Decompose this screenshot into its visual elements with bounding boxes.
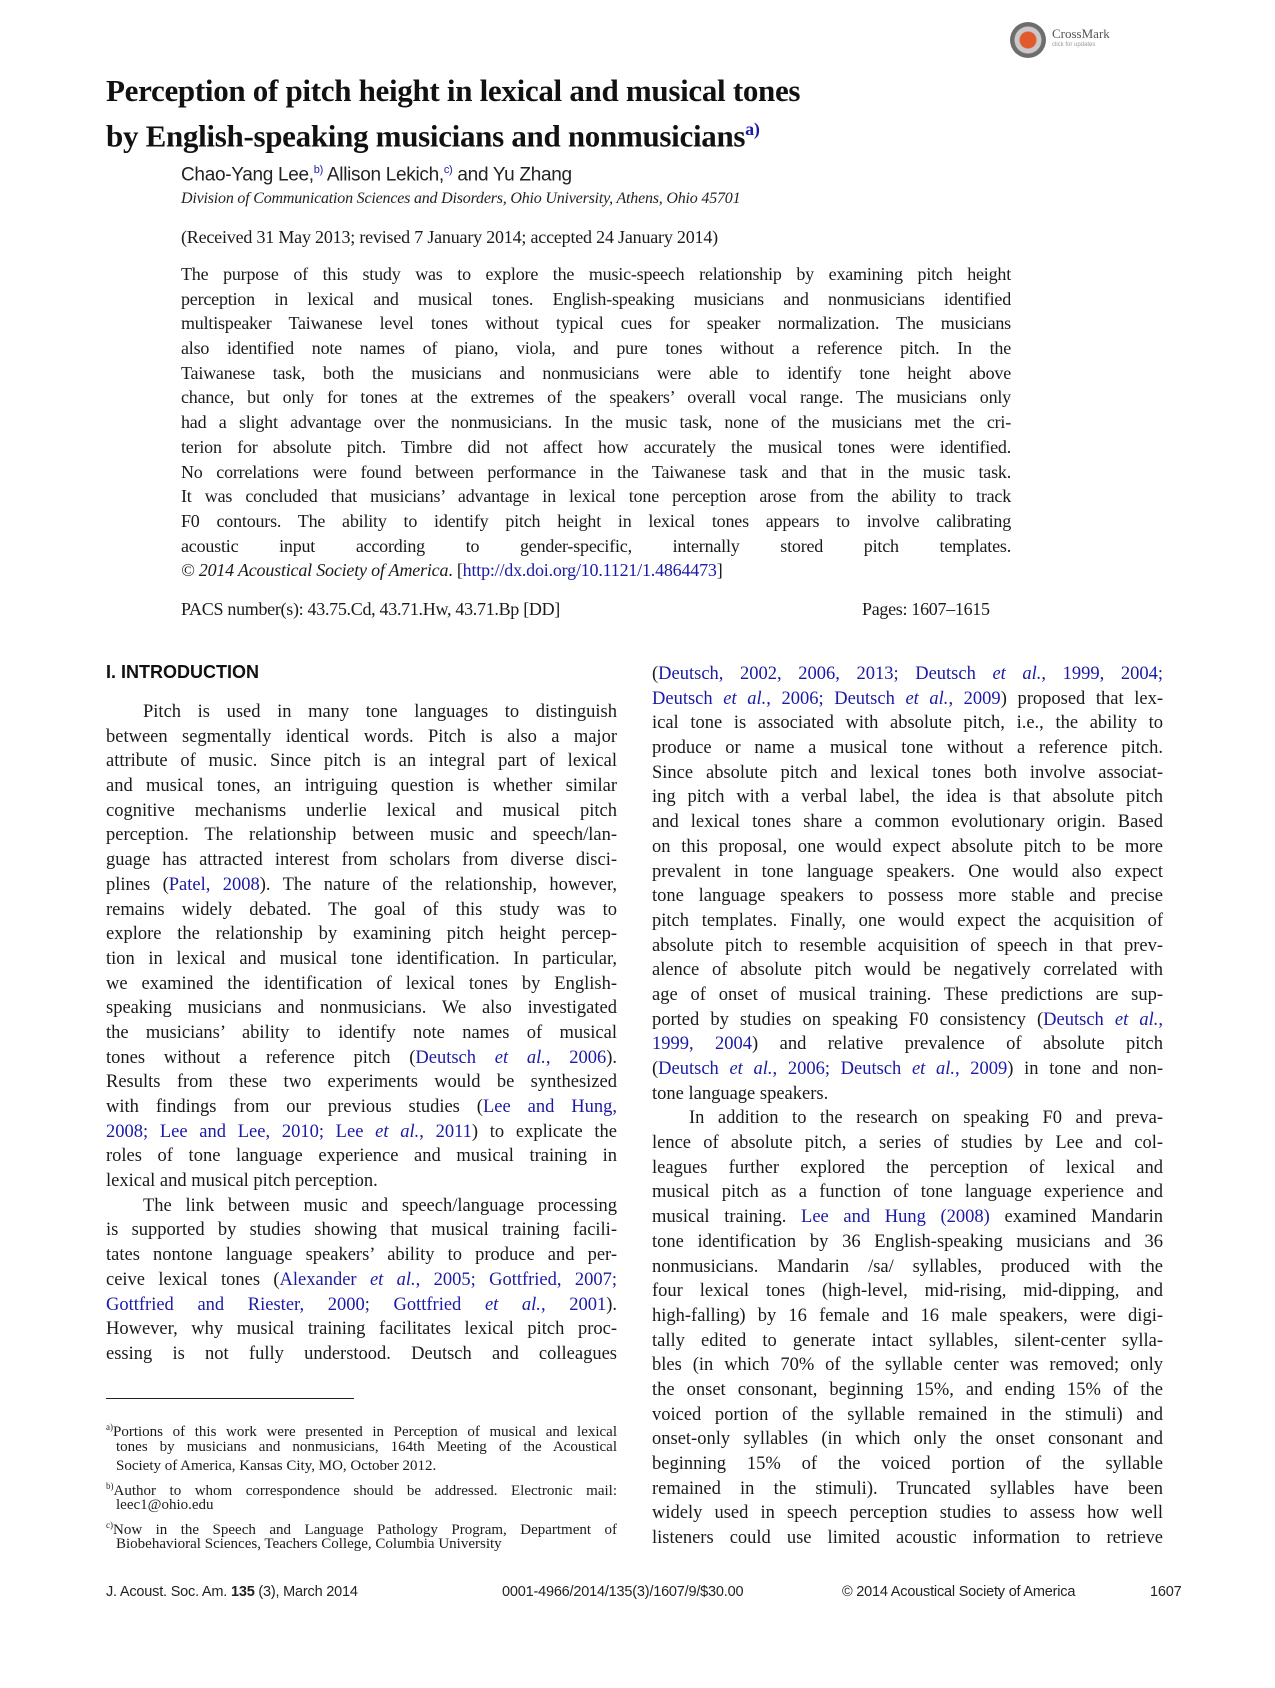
footnote-text: Portions of this work were presented in Perception of musical and lexical [113,1424,617,1440]
crossmark-badge[interactable] [1010,22,1120,60]
abstract-line: perception in lexical and musical tones. English-speaking musicians and nonmusicians identified [181,288,1011,309]
text-span: leagues further explored the perception of lexical and [652,1157,1163,1178]
text-span: pitch templates. Finally, one would expect the acquisition of [652,910,1163,931]
footer-page-number: 1607 [1150,1584,1182,1600]
text-line [652,1205,1163,1230]
text-line [652,1477,1163,1502]
citation-link[interactable]: Deutsch et al., 2006; Deutsch et al., 2009 [658,1059,1008,1079]
citation-link[interactable]: Deutsch et al., [1043,1009,1163,1030]
footnote-line [106,1438,617,1458]
crossmark-icon [1010,22,1046,58]
text-span: remained in the stimuli). Truncated syllables have been [652,1478,1163,1499]
text-line [106,1317,617,1342]
text-line [652,860,1163,885]
text-span: In addition to the research on speaking F0 and preva- [689,1108,1163,1129]
footer-journal: J. Acoust. Soc. Am. 135 (3), March 2014 [106,1584,358,1600]
text-span: widely used in speech perception studies to assess how well [652,1503,1163,1524]
text-span: plines ( [106,874,169,895]
text-line [652,810,1163,835]
text-line [652,1501,1163,1526]
crossmark-label: CrossMark [1052,26,1110,41]
text-line [652,1156,1163,1181]
text-line [106,1268,617,1293]
text-span: tone language speakers to possess more stable and precise [652,886,1163,907]
text-line [106,922,617,947]
crossmark-sublabel: click for updates [1052,42,1096,48]
text-line [106,823,617,848]
text-line [652,1304,1163,1329]
text-span: beginning 15% of the voiced portion of the syllable [652,1454,1163,1474]
text-span: on this proposal, one would expect absolute pitch to be more [652,836,1163,857]
text-span: and lexical tones share a common evolutionary origin. Based [652,812,1163,833]
text-line [652,1032,1163,1057]
text-line [652,1378,1163,1403]
text-span: tates nontone language speakers’ ability to produce and per- [106,1245,617,1266]
text-span: remains widely debated. The goal of this study was to [106,899,617,920]
author-list [181,164,572,186]
text-span: Since absolute pitch and lexical tones both involve associat- [652,762,1163,783]
text-line [652,1180,1163,1205]
text-line [652,687,1163,712]
text-span: The link between music and speech/language processing [143,1195,617,1216]
text-span: produce or name a musical tone without a reference pitch. [652,738,1163,759]
footnote-text: Author to whom correspondence should be addressed. Electronic mail: [113,1482,617,1499]
footnote-text: leec1@ohio.edu [116,1497,214,1513]
abstract-line: also identified note names of piano, viola, and pure tones without a reference pitch. In the [181,338,1011,359]
text-span: alence of absolute pitch would be negatively correlated with [652,960,1163,981]
author-2-footnote-link[interactable]: c) [443,164,453,176]
page-range: Pages: 1607–1615 [862,599,990,619]
text-line [106,725,617,750]
text-span: essing is not fully understood. Deutsch and colleagues [106,1343,617,1364]
text-line [652,934,1163,959]
text-line [106,873,617,898]
citation-link[interactable]: Gottfried and Riester, 2000; Gottfried et al., 2001 [106,1294,607,1315]
footnote-mark: a) [106,1422,113,1432]
text-span: guage has attracted interest from scholars from diverse disci- [106,850,617,871]
text-span: ing pitch with a verbal label, the idea is that absolute pitch [652,787,1163,808]
text-line [106,848,617,873]
author-2: Allison Lekich, [322,164,444,186]
text-span: prevalent in tone language speakers. One would also expect [652,861,1163,882]
text-line [106,749,617,774]
text-span: ). [606,1047,618,1068]
text-span: ceive lexical tones ( [106,1269,280,1290]
text-span: bles (in which 70% of the syllable center was removed; only [652,1355,1163,1376]
text-line [652,1329,1163,1354]
text-line [652,835,1163,860]
text-line [652,736,1163,761]
doi-link[interactable]: http://dx.doi.org/10.1121/1.4864473 [462,560,717,581]
text-line [652,711,1163,736]
text-span: lence of absolute pitch, a series of studies by Lee and col- [652,1133,1163,1154]
text-span: absolute pitch to resemble acquisition of speech in that prev- [652,935,1163,956]
citation-link[interactable]: Alexander et al., 2005; Gottfried, 2007; [279,1269,617,1290]
text-span: tone language speakers. [652,1083,829,1104]
text-line [106,1243,617,1268]
text-span: speaking musicians and nonmusicians. We also investigated [106,998,617,1019]
text-span: ical tone is associated with absolute pitch, i.e., the ability to [652,713,1163,734]
text-span: Results from these two experiments would be synthesized [106,1072,617,1093]
text-line [106,996,617,1021]
text-line [652,884,1163,909]
text-line [106,1095,617,1120]
text-line [652,1008,1163,1033]
text-line [652,1427,1163,1452]
copyright-text: © 2014 Acoustical Society of America [181,560,449,581]
abstract-line: acoustic input according to gender-specific, internally stored pitch templates. [181,535,1011,556]
text-span: cognitive mechanisms underlie lexical and musical pitch [106,800,617,821]
author-1: Chao-Yang Lee, [181,164,314,186]
footnote-mark: b) [106,1480,114,1491]
abstract [181,262,1011,583]
citation-link[interactable]: Lee and Hung, [482,1097,617,1117]
text-line [652,662,1163,687]
text-span: onset-only syllables (in which only the onset consonant and [652,1429,1163,1450]
text-span: nonmusicians. Mandarin /sa/ syllables, produced with the [652,1256,1163,1277]
citation-link[interactable]: Deutsch et al., 2006; Deutsch et al., 2009 [652,688,1001,709]
text-span: ( [652,1059,659,1079]
section-heading-introduction: I. INTRODUCTION [106,662,259,682]
text-span: ). The nature of the relationship, however, [259,874,617,895]
citation-link[interactable]: 2008; Lee and Lee, 2010; Lee et al., 2011 [106,1121,472,1142]
abstract-line: The purpose of this study was to explore the music-speech relationship by examining pitch height [181,264,1011,284]
text-span: voiced portion of the syllable remained in the stimuli) and [652,1404,1163,1425]
text-line [106,799,617,824]
text-span: between segmentally identical words. Pitch is also a major [106,726,617,747]
copyright-line: © 2014 Acoustical Society of America. [http://dx.doi.org/10.1121/1.4864473] [181,560,723,581]
citation-link[interactable]: Deutsch, 2002, 2006, 2013; Deutsch et al., 1999, 2004; [658,664,1163,684]
footnote-line [106,1457,617,1477]
text-line [652,761,1163,786]
text-span: tones without a reference pitch ( [106,1047,416,1068]
text-span: age of onset of musical training. These predictions are sup- [652,984,1163,1005]
text-line [106,1194,617,1219]
text-line [652,983,1163,1008]
abstract-line: F0 contours. The ability to identify pitch height in lexical tones appears to involve calibrating [181,510,1011,531]
text-span: listeners could use limited acoustic information to retrieve [652,1528,1163,1549]
text-span: ) in tone and non- [1007,1059,1164,1079]
citation-link[interactable]: Deutsch et al., 2006 [415,1047,607,1068]
received-dates: (Received 31 May 2013; revised 7 January 2014; accepted 24 January 2014) [181,227,718,247]
citation-link[interactable]: 1999, 2004 [652,1034,753,1055]
abstract-line: It was concluded that musicians’ advantage in lexical tone perception arose from the ability to track [181,486,1011,507]
footnote-text: Now in the Speech and Language Pathology Program, Department of [113,1521,617,1538]
text-span: tally edited to generate intact syllables, silent-center sylla- [652,1330,1163,1351]
footnote-mark: c) [106,1519,113,1530]
text-line [652,1279,1163,1304]
footnote-text: Biobehavioral Sciences, Teachers College, Columbia University [116,1536,502,1552]
text-line [652,785,1163,810]
footer-code: 0001-4966/2014/135(3)/1607/9/$30.00 [502,1584,744,1600]
footnote-text: tones by musicians and nonmusicians, 164th Meeting of the Acoustical [116,1438,617,1455]
citation-link[interactable]: Patel, 2008 [168,874,260,895]
text-span: However, why musical training facilitates lexical pitch proc- [106,1319,617,1340]
text-line [652,1082,1163,1107]
footnote-line [106,1418,617,1438]
pacs-numbers: PACS number(s): 43.75.Cd, 43.71.Hw, 43.71.Bp [DD] [181,599,560,619]
citation-link[interactable]: Lee and Hung (2008) [801,1207,990,1228]
author-1-footnote-link[interactable]: b) [313,164,323,176]
footnote-line [106,1516,617,1536]
text-span: high-falling) by 16 female and 16 male speakers, were digi- [652,1305,1163,1326]
text-span: Pitch is used in many tone languages to distinguish [143,702,617,722]
text-line [106,1342,617,1367]
text-span: musical training. [652,1207,802,1228]
text-line [106,1021,617,1046]
text-line [652,1526,1163,1551]
text-span: tion in lexical and musical tone identification. In particular, [106,948,617,969]
text-line [652,1452,1163,1477]
text-span: tone identification by 36 English-speaking musicians and 36 [652,1231,1163,1252]
title-line-1: Perception of pitch height in lexical and musical tones [106,73,801,108]
text-line [106,972,617,997]
paper-title [106,72,1066,155]
footnote-text: Society of America, Kansas City, MO, October 2012. [116,1458,437,1474]
footnote-line [106,1477,617,1497]
text-line [652,909,1163,934]
text-span: lexical and musical pitch perception. [106,1171,378,1192]
abstract-line: multispeaker Taiwanese level tones without typical cues for speaker normalization. The musicians [181,313,1011,334]
text-line [652,1106,1163,1131]
left-column [106,700,617,1367]
text-span: and musical tones, an intriguing question is whether similar [106,776,617,797]
abstract-line: Taiwanese task, both the musicians and nonmusicians were able to identify tone height above [181,362,1011,383]
text-line [652,1131,1163,1156]
text-line [106,1120,617,1145]
text-line [652,958,1163,983]
text-line [652,1353,1163,1378]
text-span: four lexical tones (high-level, mid-rising, mid-dipping, and [652,1281,1163,1302]
text-line [106,1169,617,1194]
text-span: ) and relative prevalence of absolute pitch [752,1034,1164,1055]
text-line [106,898,617,923]
text-line [652,1057,1163,1082]
text-line [106,774,617,799]
footer-volume: 135 [230,1584,255,1600]
text-line [652,1403,1163,1428]
right-column [652,662,1163,1551]
text-span: musical pitch as a function of tone language experience and [652,1182,1163,1203]
abstract-line: had a slight advantage over the nonmusicians. In the music task, none of the musicians met the cri- [181,412,1011,433]
text-span: the onset consonant, beginning 15%, and ending 15% of the [652,1379,1163,1400]
text-line [652,1255,1163,1280]
text-line [652,1230,1163,1255]
footnote-divider [106,1398,354,1399]
text-span: roles of tone language experience and musical training in [106,1146,617,1167]
footer-copyright: © 2014 Acoustical Society of America [842,1584,1076,1600]
abstract-line: terion for absolute pitch. Timbre did not affect how accurately the musical tones were identified. [181,436,1011,457]
text-line [106,1218,617,1243]
text-line [106,1070,617,1095]
text-span: perception. The relationship between music and speech/lan- [106,825,617,846]
title-footnote-link[interactable]: a) [745,119,760,139]
text-span: ( [652,664,659,684]
abstract-line: chance, but only for tones at the extremes of the speakers’ overall vocal range. The musicians only [181,387,1011,408]
text-span: is supported by studies showing that musical training facili- [106,1220,617,1241]
text-span: ) proposed that lex- [1000,688,1164,709]
footnotes [106,1418,617,1555]
text-span: ). [606,1294,617,1315]
text-span: attribute of music. Since pitch is an integral part of lexical [106,751,617,772]
text-span: explore the relationship by examining pitch height percep- [106,924,617,945]
title-line-2: by English-speaking musicians and nonmusicians$^{a)}$ [106,118,760,154]
text-line [106,1046,617,1071]
abstract-line: No correlations were found between performance in the Taiwanese task and that in the music task. [181,461,1011,482]
text-span: ported by studies on speaking F0 consistency ( [652,1009,1044,1030]
text-span: examined Mandarin [989,1207,1163,1228]
text-line [106,1144,617,1169]
affiliation: Division of Communication Sciences and Disorders, Ohio University, Athens, Ohio 45701 [181,190,741,207]
text-span: the musicians’ ability to identify note names of musical [106,1022,617,1043]
author-3: and Yu Zhang [452,164,572,186]
text-span: ) to explicate the [471,1121,617,1142]
text-span: with findings from our previous studies ( [106,1097,483,1117]
text-span: we examined the identification of lexical tones by English- [106,973,617,994]
text-line [106,700,617,725]
text-line [106,947,617,972]
text-line [106,1293,617,1318]
